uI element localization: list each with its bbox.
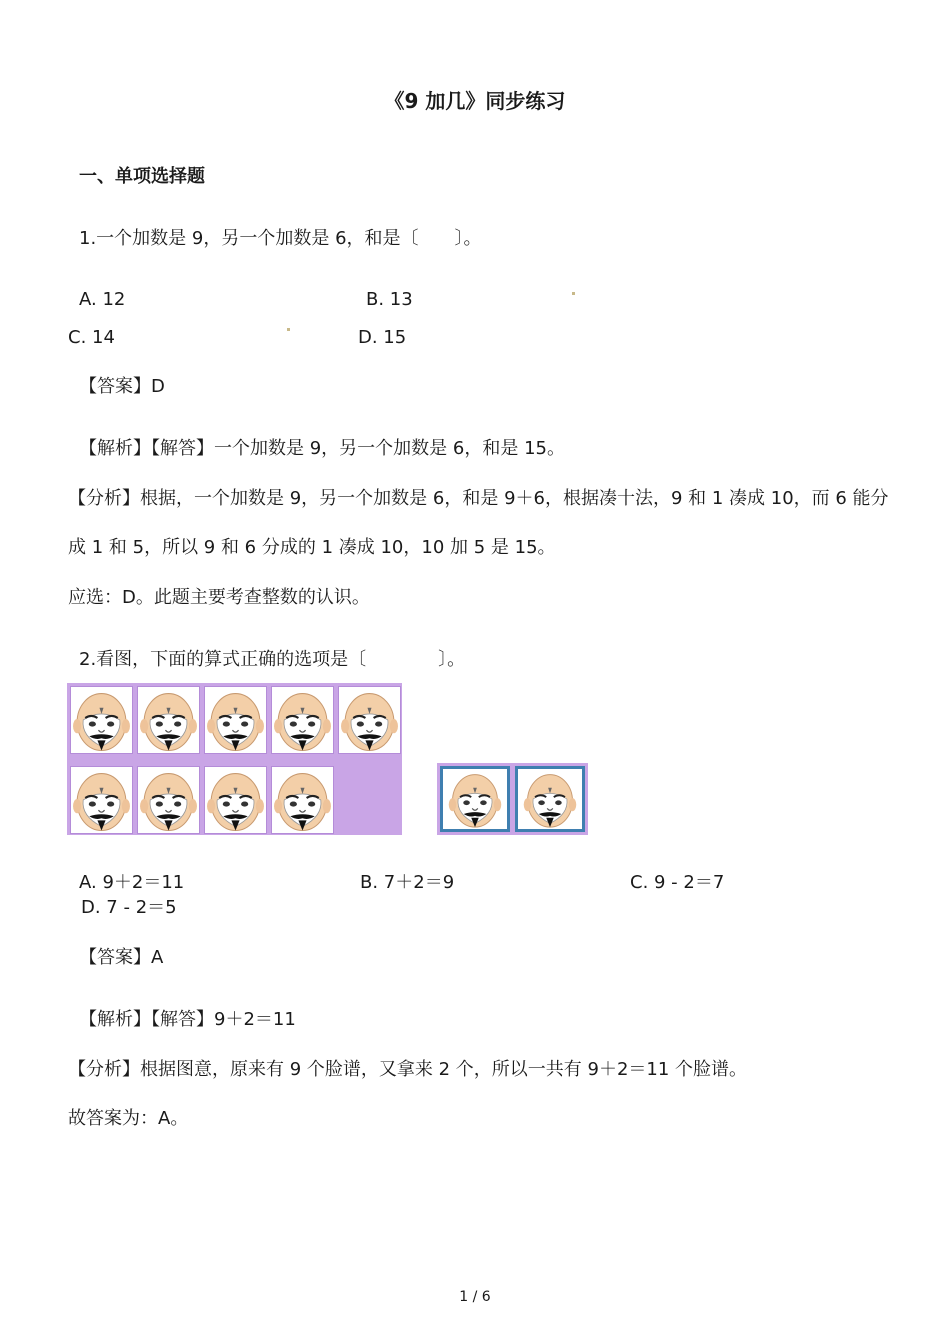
q2-answer: 【答案】A <box>79 947 164 968</box>
opera-face-mask-icon <box>204 766 267 834</box>
q1-option-a: A. 12 <box>79 289 126 310</box>
q2-option-b: B. 7＋2＝9 <box>360 872 455 893</box>
opera-face-mask-icon <box>137 766 200 834</box>
opera-face-mask-icon <box>70 686 133 754</box>
q1-conclusion: 应选：D。此题主要考查整数的认识。 <box>68 587 370 608</box>
q1-option-b: B. 13 <box>366 289 413 310</box>
opera-face-mask-icon <box>70 766 133 834</box>
q2-analysis: 【解析】【解答】9＋2＝11 <box>79 1009 296 1030</box>
q1-option-c: C. 14 <box>68 327 115 348</box>
scan-speck <box>572 292 575 295</box>
opera-face-mask-icon <box>515 766 585 832</box>
q1-fenxi-line1: 【分析】根据，一个加数是 9，另一个加数是 6，和是 9＋6，根据凑十法，9 和 1 凑成 10，而 6 能分 <box>68 488 889 509</box>
q2-fenxi: 【分析】根据图意，原来有 9 个脸谱，又拿来 2 个，所以一共有 9＋2＝11 个脸谱。 <box>68 1059 748 1080</box>
q2-option-c: C. 9 - 2＝7 <box>630 872 725 893</box>
q1-analysis: 【解析】【解答】一个加数是 9，另一个加数是 6，和是 15。 <box>79 438 565 459</box>
q1-question: 1.一个加数是 9，另一个加数是 6，和是〔 〕。 <box>79 228 482 249</box>
q2-option-a: A. 9＋2＝11 <box>79 872 185 893</box>
opera-face-mask-icon <box>271 686 334 754</box>
q2-option-d: D. 7 - 2＝5 <box>81 897 177 918</box>
opera-face-mask-icon <box>271 766 334 834</box>
section-heading: 一、单项选择题 <box>79 166 205 187</box>
q2-picture-right-group <box>437 763 588 835</box>
opera-face-mask-icon <box>338 686 401 754</box>
opera-face-mask-icon <box>137 686 200 754</box>
q2-picture-left-group <box>67 683 402 835</box>
scan-speck <box>287 328 290 331</box>
q2-question: 2.看图，下面的算式正确的选项是〔 〕。 <box>79 649 466 670</box>
page-number: 1 / 6 <box>459 1289 491 1305</box>
document-title: 《9 加几》同步练习 <box>384 89 566 113</box>
q1-fenxi-line2: 成 1 和 5，所以 9 和 6 分成的 1 凑成 10，10 加 5 是 15。 <box>68 537 556 558</box>
opera-face-mask-icon <box>204 686 267 754</box>
q1-answer: 【答案】D <box>79 376 165 397</box>
q1-option-d: D. 15 <box>358 327 407 348</box>
opera-face-mask-icon <box>440 766 510 832</box>
q2-conclusion: 故答案为：A。 <box>68 1108 189 1129</box>
